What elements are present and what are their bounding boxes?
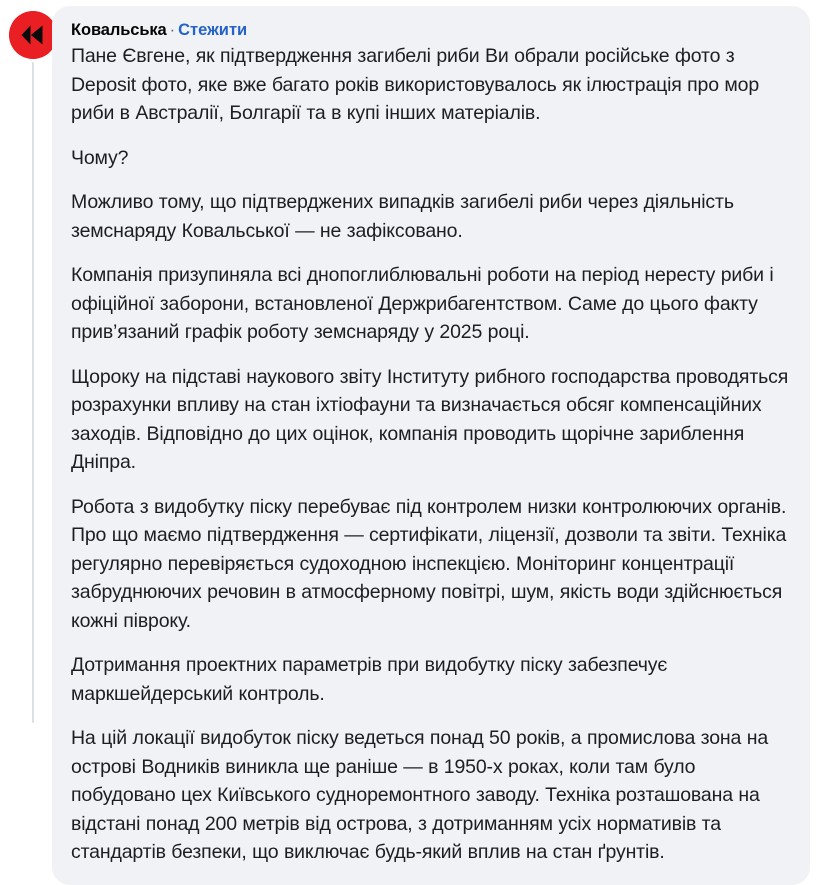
rewind-icon [9,11,57,59]
comment-paragraph: Компанія призупиняла всі днопоглиблювальні роботи на період нересту риби і офіційної заборони, встановленої Держрибагентством. Саме до цього факту прив’язаний графік роботу земснаряду у 2025 році. [71,264,774,343]
comment-paragraph: Можливо тому, що підтверджених випадків загибелі риби через діяльність земснаряду Ковальської — не зафіксовано. [71,191,734,242]
byline-separator: · [169,21,176,39]
byline [71,20,790,41]
follow-link[interactable]: Стежити [178,21,248,39]
comment-paragraph: Щороку на підставі наукового звіту Інституту рибного господарства проводяться розрахунки впливу на стан іхтіофауни та визначається обсяг компенсаційних заходів. Відповідно до цих оцінок, компанія проводить щорічне зариблення Дніпра. [71,365,789,473]
comment-paragraph: Чому? [71,146,129,169]
avatar[interactable] [9,11,57,59]
thread-connector-line [32,62,34,723]
comment-paragraph: Пане Євгене, як підтвердження загибелі риби Ви обрали російське фото з Deposit фото, яке вже багато років використовувалось як ілюстрація про мор риби в Австралії, Болгарії та в купі інших матеріалів. [71,45,760,124]
comment-bubble [52,6,810,885]
comment-paragraph: На цій локації видобуток піску ведеться понад 50 років, а промислова зона на острові Водників виникла ще раніше — в 1950-х роках, коли там було побудовано цех Київського судноремонтного заводу. Техніка розташована на відстані понад 200 метрів від острова, з дотриманням усіх нормативів та стандартів безпеки, що виключає будь-який вплив на стан ґрунтів. [71,727,769,863]
author-name[interactable]: Ковальська [71,21,167,39]
comment-paragraph: Дотримання проектних параметрів при видобутку піску забезпечує маркшейдерський контроль. [71,654,668,705]
comment-body [71,42,790,867]
comment-paragraph: Робота з видобутку піску перебуває під контролем низки контролюючих органів. Про що маємо підтвердження — сертифікати, ліцензії, дозволи та звіти. Техніка регулярно перевіряється судоходною інспекцією. Моніторинг концентрації забруднюючих речовин в атмосферному повітрі, шум, якість води здійснюється кожні півроку. [71,495,787,632]
